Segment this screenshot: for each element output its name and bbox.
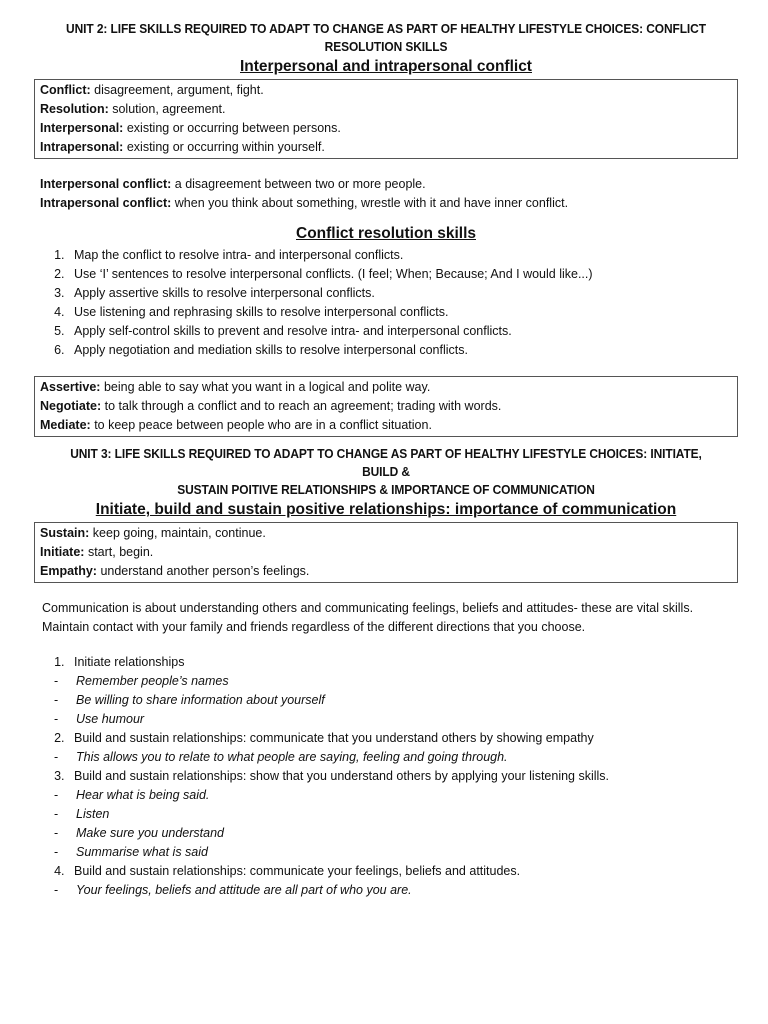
definition-text: being able to say what you want in a logical and polite way. [103,380,431,394]
definition-term: Sustain: [40,526,90,540]
conflict-type-text: when you think about something, wrestle with it and have inner conflict. [174,196,569,210]
list-item-text: Build and sustain relationships: communicate your feelings, beliefs and attitudes. [74,864,521,878]
definition-line [40,397,732,416]
unit3-heading-line1: UNIT 3: LIFE SKILLS REQUIRED TO ADAPT TO CHANGE AS PART OF HEALTHY LIFESTYLE CHOICES: INITIATE, BUILD & [70,446,702,479]
skills-list [34,246,738,360]
definition-text: start, begin. [87,545,154,559]
list-item [68,653,738,729]
sub-list-item: - Listen [54,805,738,824]
unit2-heading-line1: UNIT 2: LIFE SKILLS REQUIRED TO ADAPT TO CHANGE AS PART OF HEALTHY LIFESTYLE CHOICES: CONFLICT [66,21,706,36]
sub-list-item: - Remember people’s names [54,672,738,691]
list-item: 1. Map the conflict to resolve intra- and interpersonal conflicts. [68,246,738,265]
definition-line [40,378,732,397]
list-item: 3. Apply assertive skills to resolve interpersonal conflicts. [68,284,738,303]
definition-line [40,543,732,562]
sub-list-item: - Hear what is being said. [54,786,738,805]
conflict-type-term: Intrapersonal conflict: [40,196,172,210]
conflict-type-line [34,175,738,194]
unit2-heading [62,20,710,56]
unit3-section-title: Initiate, build and sustain positive relationships: importance of communication [95,501,677,518]
unit3-heading [62,445,710,499]
sub-list [74,748,738,767]
definition-line [40,562,732,581]
definition-term: Mediate: [40,418,91,432]
unit2-definitions-box [34,79,738,159]
sub-list [74,672,738,729]
sub-list-item: - Summarise what is said [54,843,738,862]
definition-line [40,138,732,157]
definition-text: understand another person’s feelings. [100,564,310,578]
list-item-text: Build and sustain relationships: show that you understand others by applying your listening skills. [74,769,610,783]
definition-text: existing or occurring within yourself. [126,140,325,154]
definition-text: to talk through a conflict and to reach an agreement; trading with words. [104,399,502,413]
unit2-heading-line2: RESOLUTION SKILLS [324,39,448,54]
definition-term: Assertive: [40,380,101,394]
definition-line [40,524,732,543]
definition-term: Interpersonal: [40,121,124,135]
conflict-type-term: Interpersonal conflict: [40,177,172,191]
sub-list-item: - Be willing to share information about yourself [54,691,738,710]
unit2-section-title: Interpersonal and intrapersonal conflict [240,58,532,75]
skills-section-title: Conflict resolution skills [296,225,476,242]
list-item [68,767,738,862]
definition-line [40,100,732,119]
sub-list-item: - Use humour [54,710,738,729]
definition-term: Empathy: [40,564,97,578]
sub-list-item: - Make sure you understand [54,824,738,843]
list-item [68,862,738,900]
definition-term: Conflict: [40,83,91,97]
definition-text: existing or occurring between persons. [126,121,341,135]
communication-intro: Communication is about understanding others and communicating feelings, beliefs and attitudes- these are vital skills. Maintain contact with your family and friends regardless of the different directions that you choose. [42,601,694,634]
sub-list-item: - This allows you to relate to what people are saying, feeling and going through. [54,748,738,767]
definition-line [40,416,732,435]
definition-text: disagreement, argument, fight. [94,83,264,97]
list-item: 4. Use listening and rephrasing skills to resolve interpersonal conflicts. [68,303,738,322]
sub-list-item: - Your feelings, beliefs and attitude are all part of who you are. [54,881,738,900]
sub-list [74,881,738,900]
list-item [68,729,738,767]
relationships-list [34,653,738,900]
list-item-text: Initiate relationships [74,655,185,669]
unit3-definitions-box [34,522,738,583]
unit3-heading-line2: SUSTAIN POITIVE RELATIONSHIPS & IMPORTANCE OF COMMUNICATION [177,482,595,497]
skill-definitions-box [34,376,738,437]
definition-term: Intrapersonal: [40,140,124,154]
list-item: 2. Use ‘I’ sentences to resolve interpersonal conflicts. (I feel; When; Because; And I would like...) [68,265,738,284]
list-item: 5. Apply self-control skills to prevent and resolve intra- and interpersonal conflicts. [68,322,738,341]
conflict-type-text: a disagreement between two or more people. [174,177,426,191]
definition-text: solution, agreement. [112,102,226,116]
list-item: 6. Apply negotiation and mediation skills to resolve interpersonal conflicts. [68,341,738,360]
definition-text: to keep peace between people who are in a conflict situation. [94,418,432,432]
list-item-text: Build and sustain relationships: communicate that you understand others by showing empathy [74,731,594,745]
definition-text: keep going, maintain, continue. [92,526,266,540]
sub-list [74,786,738,862]
conflict-type-line [34,194,738,213]
definition-line [40,119,732,138]
definition-term: Initiate: [40,545,85,559]
definition-term: Resolution: [40,102,109,116]
definition-line [40,81,732,100]
definition-term: Negotiate: [40,399,102,413]
